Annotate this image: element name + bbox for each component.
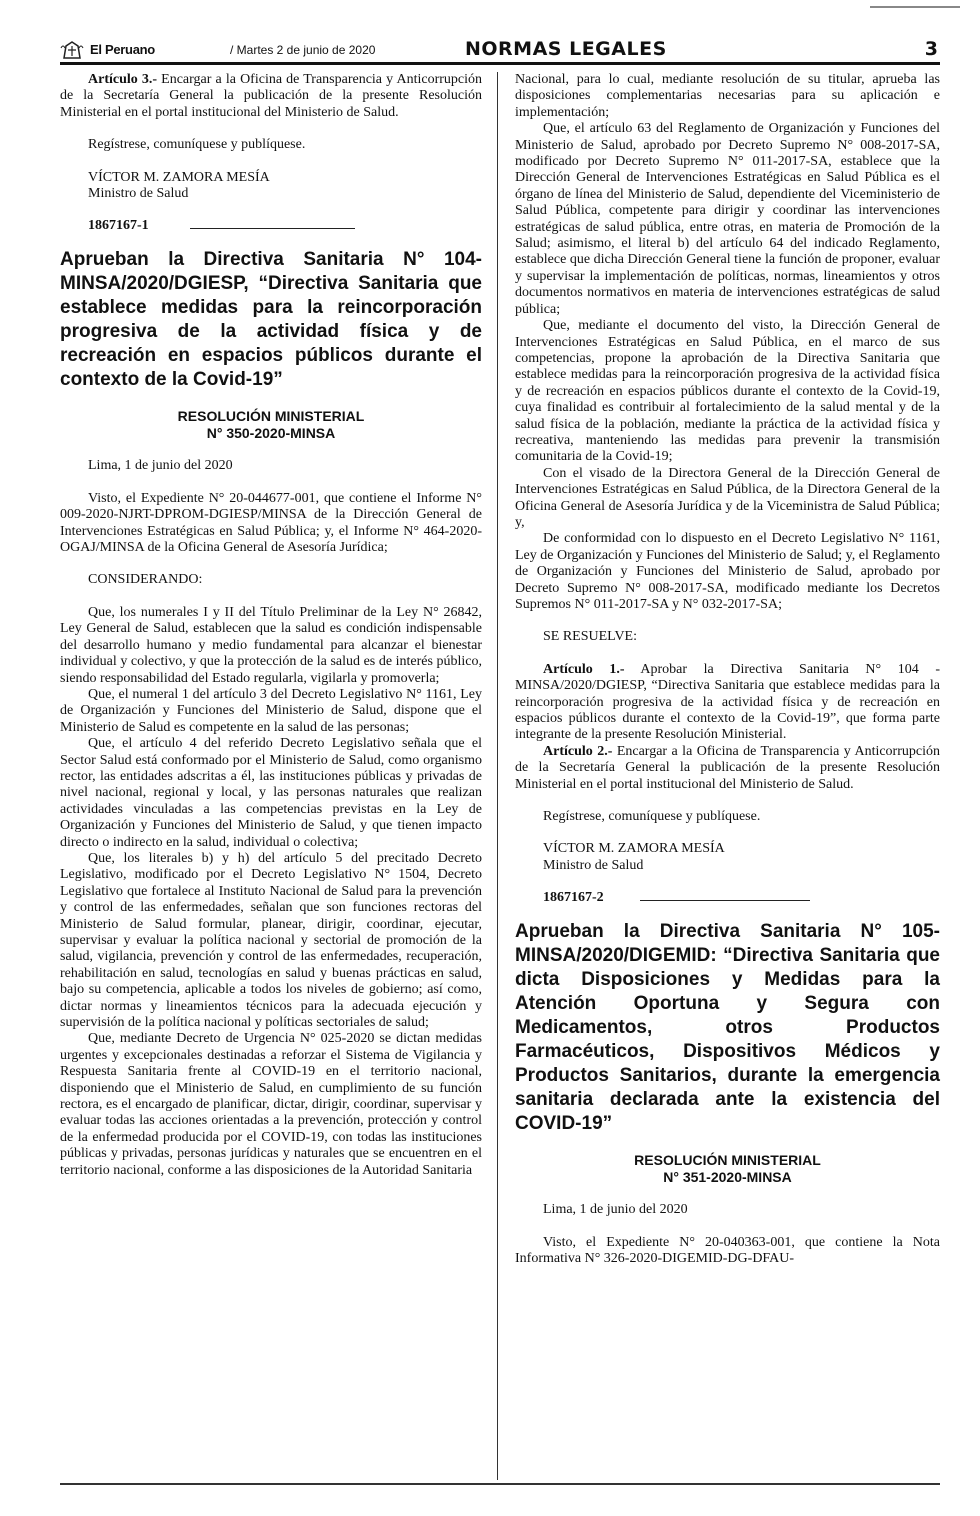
- headline-directive-104: Aprueban la Directiva Sanitaria N° 104-MINSA/2020/DGIESP, “Directiva Sanitaria que establece medidas para la reincorporación progresiva de la actividad física y de recreación en espacios públicos durante el contexto de la Covid-19”: [60, 249, 482, 391]
- coat-of-arms-icon: [60, 40, 84, 60]
- article-1: Artículo 1.- Aprobar la Directiva Sanitaria N° 104 -MINSA/2020/DGIESP, “Directiva Sanitaria que establece medidas para la reincorporación progresiva de la actividad física y de recreación en espacios públicos durante el contexto de la Covid-19”, que forma parte integrante de la presente Resolución Ministerial.: [515, 661, 940, 743]
- paragraph: Que, el artículo 4 del referido Decreto Legislativo señala que el Sector Salud está conformado por el Ministerio de Salud, como organismo rector, las entidades adscritas a él, las instituciones públicas y privadas de nivel nacional, regional y local, y las personas naturales que realizan actividades vinculadas a las competencias previstas en la Ley de Organización y Funciones del Ministerio de Salud, y que tienen impacto directo o indirecto en la salud, individual o colectiva;: [60, 736, 482, 850]
- visto-paragraph: Visto, el Expediente N° 20-040363-001, que contiene la Nota Informativa N° 326-2020-DIGEMID-DG-DFAU-: [515, 1234, 940, 1267]
- paragraph: Que, los numerales I y II del Título Preliminar de la Ley N° 26842, Ley General de Salud, establecen que la salud es condición indispensable del desarrollo humano y medio fundamental para alcanzar el bienestar individual y colectivo, y que la protección de la salud es de interés público, siendo responsabilidad del Estado regularla, vigilarla y promoverla;: [60, 604, 482, 686]
- paragraph: Que, los literales b) y h) del artículo 5 del precitado Decreto Legislativo, modificado por el Decreto Legislativo N° 1504, Decreto Legislativo que fortalece al Instituto Nacional de Salud para la prevención y control de las enfermedades, señalan que son funciones rectoras del Ministerio de Salud formular, planear, dirigir, coordinar, ejecutar, supervisar y evaluar la política nacional y sectorial de promoción de la salud, vigilancia, prevención y control de las enfermedades, recuperación, rehabilitación en salud, tecnologías en salud y buenas prácticas en salud, bajo su competencia, aplicable a todos los niveles de gobierno; así como, dictar normas y lineamientos técnicos para la adecuada ejecución y supervisión de la política nacional y políticas sectoriales de salud;: [60, 850, 482, 1031]
- paragraph: Con el visado de la Directora General de la Dirección General de Intervenciones Estratégicas en Salud Pública, de la Directora General de la Oficina General de Asesoría Jurídica y de la Viceministra de Salud Pública; y,: [515, 465, 940, 530]
- considerando-label: CONSIDERANDO:: [88, 572, 203, 588]
- column-divider: [497, 72, 498, 1480]
- closing-formula: Regístrese, comuníquese y publíquese.: [88, 137, 306, 153]
- right-column: [515, 72, 940, 1268]
- paragraph: De conformidad con lo dispuesto en el Decreto Legislativo N° 1161, Ley de Organización y Funciones del Ministerio de Salud; y, el Reglamento de Organización y Funciones del Ministerio de Salud, aprobado por Decreto Supremo N° 008-2017-SA, modificado mediante los Decretos Supremos N° 011-2017-SA y N° 032-2017-SA;: [515, 531, 940, 612]
- page-number: 3: [924, 38, 938, 60]
- top-edge-fragment: [870, 0, 960, 8]
- publication-code: 1867167-1: [60, 218, 482, 238]
- section-title: NORMAS LEGALES: [465, 38, 667, 60]
- paragraph: Que, el numeral 1 del artículo 3 del Decreto Legislativo N° 1161, Ley de Organización y Funciones del Ministerio de Salud, dispone que el Ministerio de Salud es competente en la salud de las personas;: [60, 686, 482, 735]
- closing-formula: Regístrese, comuníquese y publíquese.: [543, 809, 761, 825]
- newspaper-name: El Peruano: [90, 42, 155, 57]
- left-column: [60, 72, 482, 1179]
- signer-title: Ministro de Salud: [543, 857, 644, 873]
- issue-date: / Martes 2 de junio de 2020: [230, 43, 376, 57]
- paragraph-continued: Nacional, para lo cual, mediante resolución de su titular, aprueba las disposiciones complementarias necesarias para su aplicación e implementación;: [515, 72, 940, 120]
- place-date: Lima, 1 de junio del 2020: [543, 1202, 688, 1218]
- headline-directive-105: Aprueban la Directiva Sanitaria N° 105-MINSA/2020/DIGEMID: “Directiva Sanitaria que dicta Disposiciones y Medidas para la Atención Oportuna y Segura con Medicamentos, otros Productos Farmacéuticos, Dispositivos Médicos y Productos Sanitarios, durante la emergencia sanitaria declarada ante la existencia del COVID-19”: [515, 921, 940, 1135]
- paragraph: Que, el artículo 63 del Reglamento de Organización y Funciones del Ministerio de Salud, aprobado por Decreto Supremo N° 008-2017-SA, modificado por Decreto Supremo N° 011-2017-SA, establece que la Dirección General de Intervenciones Estratégicas en Salud Pública es el órgano de línea del Ministerio de Salud, dependiente del Viceministerio de Salud Pública, competente para dirigir y coordinar las intervenciones estratégicas de salud pública, entre otras, en materia de Promoción de la Salud; asimismo, el literal b) del artículo 64 del indicado Reglamento, establece que dicha Dirección General tiene la función de proponer, evaluar y supervisar la implementación de políticas, normas, lineamientos y otros documentos normativos en materia de intervenciones estratégicas de salud pública;: [515, 121, 940, 317]
- resolution-title: RESOLUCIÓN MINISTERIAL N° 351-2020-MINSA: [634, 1152, 821, 1186]
- publication-code: 1867167-2: [515, 890, 940, 910]
- signer-name: VÍCTOR M. ZAMORA MESÍA: [88, 169, 270, 185]
- paragraph: Que, mediante el documento del visto, la Dirección General de Intervenciones Estratégicas en Salud Pública, en el marco de sus competencias, propone la aprobación de la Directiva Sanitaria que establece medidas para la reincorporación progresiva de la actividad física y de recreación en espacios públicos durante el contexto de la Covid-19, cuya finalidad es contribuir al fortalecimiento de la salud mental y de la salud física de la población, mediante la práctica de la actividad física y recreativa, manteniendo las medidas para prevenir la transmisión comunitaria de la Covid-19;: [515, 318, 940, 465]
- place-date: Lima, 1 de junio del 2020: [88, 458, 233, 474]
- signer-title: Ministro de Salud: [88, 186, 189, 202]
- article-2: Artículo 2.- Encargar a la Oficina de Transparencia y Anticorrupción de la Secretaría General la publicación de la presente Resolución Ministerial en el portal institucional del Ministerio de Salud.: [515, 743, 940, 792]
- se-resuelve-label: SE RESUELVE:: [543, 629, 637, 645]
- bottom-rule: [60, 1483, 940, 1485]
- article-3: Artículo 3.- Encargar a la Oficina de Transparencia y Anticorrupción de la Secretaría General la publicación de la presente Resolución Ministerial en el portal institucional del Ministerio de Salud.: [60, 72, 482, 120]
- masthead: [60, 38, 940, 65]
- paragraph: Que, mediante Decreto de Urgencia N° 025-2020 se dictan medidas urgentes y excepcionales destinadas a reforzar el Sistema de Vigilancia y Respuesta Sanitaria frente al COVID-19 en el territorio nacional, disponiendo que el Ministerio de Salud, en cumplimiento de su función rectora, es el encargado de planificar, dictar, dirigir, coordinar, supervisar y evaluar todas las acciones orientadas a la prevención, protección y control de la enfermedad producida por el COVID-19, con todas las instituciones públicas y privadas, personas jurídicas y naturales que se encuentren en el territorio nacional, conforme a las disposiciones de la Autoridad Sanitaria: [60, 1031, 482, 1178]
- visto-paragraph: Visto, el Expediente N° 20-044677-001, que contiene el Informe N° 009-2020-NJRT-DPROM-DGIESP/MINSA de la Dirección General de Intervenciones Estratégicas en Salud Pública; y, el Informe N° 464-2020-OGAJ/MINSA de la Oficina General de Asesoría Jurídica;: [60, 490, 482, 556]
- resolution-title: RESOLUCIÓN MINISTERIAL N° 350-2020-MINSA: [177, 408, 365, 442]
- signer-name: VÍCTOR M. ZAMORA MESÍA: [543, 841, 725, 857]
